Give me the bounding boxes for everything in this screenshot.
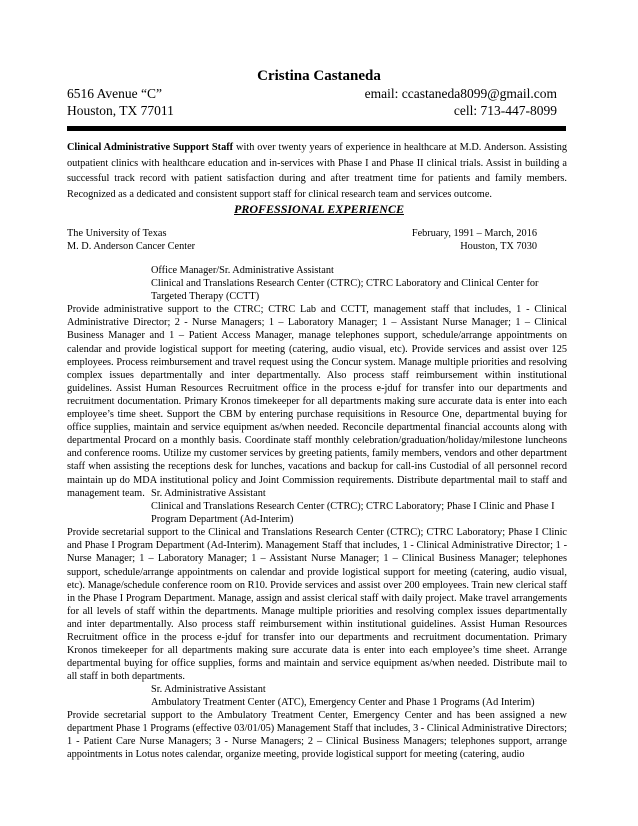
position-title: Sr. Administrative Assistant	[151, 488, 266, 499]
position-header	[151, 264, 567, 303]
department-row	[67, 241, 537, 252]
position-unit-continued: Program Department (Ad-Interim)	[151, 514, 294, 526]
department-name: M. D. Anderson Cancer Center	[67, 241, 196, 252]
position-title: Office Manager/Sr. Administrative Assistant	[151, 265, 334, 276]
position-header	[151, 683, 567, 709]
position-block	[67, 264, 567, 500]
position-title: Sr. Administrative Assistant	[151, 684, 266, 695]
position-block	[67, 487, 567, 683]
address-line-2: Houston, TX 77011	[67, 103, 174, 118]
position-unit: Clinical and Translations Research Center (CTRC); CTRC Laboratory; Phase I Clinic and Phase I	[151, 501, 555, 513]
position-block	[67, 683, 567, 762]
contact-row-1	[67, 86, 557, 102]
position-description: Provide administrative support to the CTRC; CTRC Lab and CCTT, management staff that includes, 1 - Clinical Administrative Director; 2 - Nurse Managers; 1 – Laboratory Manager; 1 – Assistant Nurse Manager; 1 – Clinical Business Manager and 1 – Patient Access Manager, manage telephones support, schedule/arrange appointments on calendar and provide logistical support for meeting (catering, audio visual, etc). Provide services and assist over 125 employees. Process reimbursement and travel request using the Concur system. Manage multiple priorities and resolving complex issues departmentally and inter departmentally. Also process staff reimbursement within institutional guidelines. Assist Human Resources Recruitment office in the process e-jduf for transfer into our departments and recruitment documentation. Primary Kronos timekeeper for all departments making sure accurate data is enter into each employee’s time sheet. Support the CBM by entering purchase requisitions in Resource One, departmental buying for office supplies, maintain and service equipment as/when needed. Reconcile departmental financial accounts along with departmental Procard on a monthly basis. Coordinate staff monthly celebration/graduation/holiday/milestone luncheons and conference rooms. Utilize my customer services by greeting patients, family members, vendors and other department staff when assisting the receptions desk for lunches, vacations and backup for call-ins Custodial of all personnel record maintain up do MDA institutional policy and Joint Commission requirements. Distribute departmental mail to staff and management team.	[67, 304, 567, 499]
contact-row-2	[67, 103, 557, 119]
cell-text: cell: 713-447-8099	[453, 103, 557, 118]
email-text: email: ccastaneda8099@gmail.com	[364, 86, 557, 101]
position-unit: Ambulatory Treatment Center (ATC), Emergency Center and Phase 1 Programs (Ad Interim)	[151, 697, 535, 709]
position-unit-continued: Targeted Therapy (CCTT)	[151, 291, 260, 303]
employment-dates: February, 1991 – March, 2016	[411, 228, 537, 239]
position-unit: Clinical and Translations Research Center (CTRC); CTRC Laboratory and Clinical Center for	[151, 278, 539, 290]
header-divider	[67, 126, 566, 131]
candidate-name: Cristina Castaneda	[257, 68, 381, 84]
section-title-experience: PROFESSIONAL EXPERIENCE	[234, 202, 404, 216]
summary-lead: Clinical Administrative Support Staff	[67, 142, 234, 153]
position-description: Provide secretarial support to the Clinical and Translations Research Center (CTRC); CTRC Laboratory; Phase I Clinic and Phase I Program Department (Ad-Interim). Management Staff that includes, 1 - Clinical Administrative Director; 1 - Nurse Manager; 1 – Laboratory Manager; 1 – Assistant Nurse Manager; 1 – Clinical Business Manager; telephones support, schedule/arrange appointments on calendar and provide logistical support for meeting (catering, audio visual, etc). Manage/schedule conference room on R10. Provide services and assist over 200 employees. Train new clerical staff in the Phase I Program Department. Manage, assign and assist clerical staff with daily project. Make travel arrangements for all levels of staff within the departments. Manage multiple priorities and resolving complex issues departmentally and inter departmentally. Also process staff reimbursement within institutional guidelines. Assist Human Resources Recruitment office in the process e-jduf for transfer into our departments and recruitment documentation. Primary Kronos timekeeper for all departments making sure accurate data is enter into each employee’s time sheet. Arrange departmental buying for office supplies, forms and maintain and service equipment as/when needed. Distribute mail to all staff in both departments.	[67, 527, 567, 683]
summary-text: with over twenty years of experience in healthcare at M.D. Anderson. Assisting outpatient clinics with healthcare education and in-services with Phase I and Phase II clinical trials. Assist in building a successful track record with patient satisfaction during and after treatment time for patients and family members. Recognized as a dedicated and consistent support staff for clinical research team and services outcome.	[67, 142, 568, 200]
employer-row	[67, 228, 537, 239]
address-line-1: 6516 Avenue “C”	[67, 86, 162, 101]
position-description: Provide secretarial support to the Ambulatory Treatment Center, Emergency Center and has been assigned a new department Phase 1 Programs (effective 03/01/05) Management Staff that includes, 3 - Clinical Administrative Directors; 1 - Patient Care Nurse Managers; 3 - Nurse Managers; 2 – Clinical Business Managers; telephones support, arrange appointments in Lotus notes calendar, organize meeting, provide logistical support for meeting (catering, audio	[67, 710, 567, 761]
employer-location: Houston, TX 7030	[460, 241, 537, 252]
employer-name: The University of Texas	[67, 228, 167, 239]
position-header	[151, 487, 567, 526]
summary-paragraph	[67, 140, 567, 202]
